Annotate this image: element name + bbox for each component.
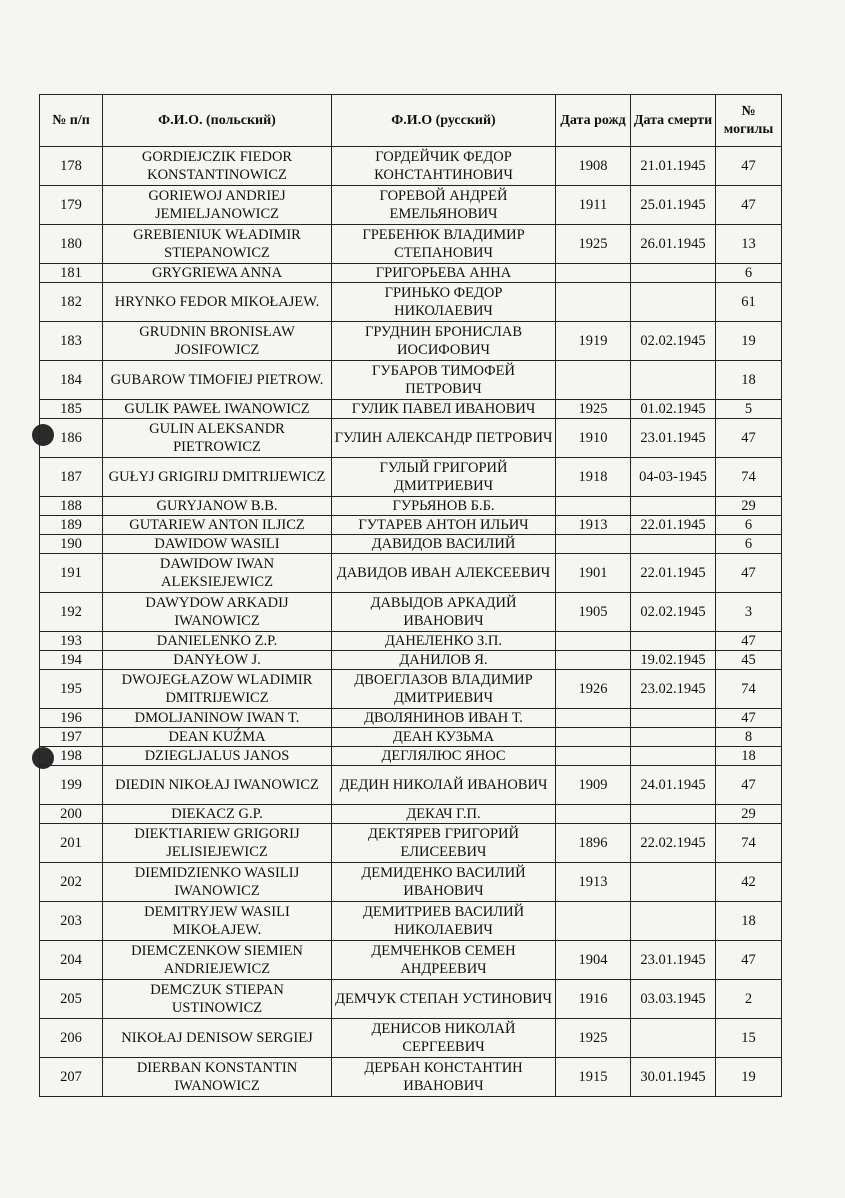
cell-grave-number: 47	[716, 766, 782, 805]
cell-name-polish: GORIEWOJ ANDRIEJ JEMIELJANOWICZ	[103, 186, 332, 225]
cell-name-polish: DIERBAN KONSTANTIN IWANOWICZ	[103, 1058, 332, 1097]
cell-birth-date	[556, 747, 631, 766]
header-death-date: Дата смерти	[631, 95, 716, 147]
cell-name-polish: DIEMIDZIENKO WASILIJ IWANOWICZ	[103, 863, 332, 902]
cell-death-date: 19.02.1945	[631, 651, 716, 670]
cell-birth-date: 1925	[556, 1019, 631, 1058]
cell-death-date: 04-03-1945	[631, 458, 716, 497]
table-row	[40, 766, 782, 805]
table-row	[40, 361, 782, 400]
cell-name-polish: DAWIDOW IWAN ALEKSIEJEWICZ	[103, 554, 332, 593]
cell-birth-date: 1925	[556, 225, 631, 264]
cell-number: 200	[40, 805, 103, 824]
table-row	[40, 535, 782, 554]
cell-grave-number: 13	[716, 225, 782, 264]
cell-name-polish: GURYJANOW B.B.	[103, 497, 332, 516]
cell-name-russian: ДЕМИДЕНКО ВАСИЛИЙ ИВАНОВИЧ	[332, 863, 556, 902]
cell-death-date	[631, 264, 716, 283]
cell-grave-number: 5	[716, 400, 782, 419]
table-row	[40, 805, 782, 824]
cell-grave-number: 47	[716, 186, 782, 225]
cell-name-russian: ДАНИЛОВ Я.	[332, 651, 556, 670]
table-row	[40, 941, 782, 980]
cell-birth-date	[556, 535, 631, 554]
cell-death-date: 03.03.1945	[631, 980, 716, 1019]
cell-name-polish: GRYGRIEWA ANNA	[103, 264, 332, 283]
cell-name-russian: ДЕАН КУЗЬМА	[332, 728, 556, 747]
cell-grave-number: 45	[716, 651, 782, 670]
cell-grave-number: 15	[716, 1019, 782, 1058]
table-row	[40, 593, 782, 632]
cell-grave-number: 19	[716, 322, 782, 361]
cell-name-polish: GUBAROW TIMOFIEJ PIETROW.	[103, 361, 332, 400]
table-row	[40, 264, 782, 283]
cell-birth-date	[556, 632, 631, 651]
cell-name-russian: ГУЛИК ПАВЕЛ ИВАНОВИЧ	[332, 400, 556, 419]
cell-number: 188	[40, 497, 103, 516]
cell-birth-date	[556, 902, 631, 941]
cell-name-polish: GUTARIEW ANTON ILJICZ	[103, 516, 332, 535]
cell-number: 207	[40, 1058, 103, 1097]
cell-number: 183	[40, 322, 103, 361]
cell-death-date	[631, 709, 716, 728]
cell-name-polish: GRUDNIN BRONISŁAW JOSIFOWICZ	[103, 322, 332, 361]
cell-birth-date	[556, 283, 631, 322]
cell-birth-date	[556, 497, 631, 516]
cell-birth-date: 1918	[556, 458, 631, 497]
cell-grave-number: 74	[716, 670, 782, 709]
cell-name-polish: DAWYDOW ARKADIJ IWANOWICZ	[103, 593, 332, 632]
cell-number: 197	[40, 728, 103, 747]
cell-grave-number: 2	[716, 980, 782, 1019]
cell-death-date: 02.02.1945	[631, 322, 716, 361]
cell-number: 186	[40, 419, 103, 458]
cell-name-russian: ДЕМИТРИЕВ ВАСИЛИЙ НИКОЛАЕВИЧ	[332, 902, 556, 941]
cell-name-polish: DIEKTIARIEW GRIGORIJ JELISIEJEWICZ	[103, 824, 332, 863]
cell-death-date: 22.01.1945	[631, 554, 716, 593]
cell-name-polish: GREBIENIUK WŁADIMIR STIEPANOWICZ	[103, 225, 332, 264]
cell-death-date: 22.01.1945	[631, 516, 716, 535]
table-row	[40, 632, 782, 651]
cell-grave-number: 29	[716, 805, 782, 824]
cell-death-date	[631, 361, 716, 400]
table-row	[40, 670, 782, 709]
cell-name-polish: DIEMCZENKOW SIEMIEN ANDRIEJEWICZ	[103, 941, 332, 980]
table-row	[40, 709, 782, 728]
cell-death-date	[631, 902, 716, 941]
cell-grave-number: 61	[716, 283, 782, 322]
table-row	[40, 980, 782, 1019]
cell-name-polish: DIEKACZ G.P.	[103, 805, 332, 824]
table-row	[40, 147, 782, 186]
cell-number: 190	[40, 535, 103, 554]
cell-death-date: 01.02.1945	[631, 400, 716, 419]
cell-birth-date: 1896	[556, 824, 631, 863]
header-number: № п/п	[40, 95, 103, 147]
cell-grave-number: 74	[716, 824, 782, 863]
cell-death-date: 23.01.1945	[631, 941, 716, 980]
cell-birth-date: 1925	[556, 400, 631, 419]
cell-number: 203	[40, 902, 103, 941]
table-row	[40, 747, 782, 766]
cell-name-russian: ДЕМЧЕНКОВ СЕМЕН АНДРЕЕВИЧ	[332, 941, 556, 980]
cell-birth-date: 1909	[556, 766, 631, 805]
table-row	[40, 419, 782, 458]
cell-number: 185	[40, 400, 103, 419]
cell-grave-number: 42	[716, 863, 782, 902]
cell-birth-date: 1913	[556, 863, 631, 902]
cell-grave-number: 18	[716, 361, 782, 400]
cell-number: 193	[40, 632, 103, 651]
cell-grave-number: 18	[716, 747, 782, 766]
cell-grave-number: 6	[716, 264, 782, 283]
cell-number: 187	[40, 458, 103, 497]
cell-name-russian: ДАВИДОВ ИВАН АЛЕКСЕЕВИЧ	[332, 554, 556, 593]
cell-name-russian: ДЕДИН НИКОЛАЙ ИВАНОВИЧ	[332, 766, 556, 805]
cell-grave-number: 47	[716, 709, 782, 728]
cell-grave-number: 47	[716, 941, 782, 980]
table-header-row	[40, 95, 782, 147]
header-birth-date: Дата рожд	[556, 95, 631, 147]
table-row	[40, 863, 782, 902]
cell-name-russian: ГУТАРЕВ АНТОН ИЛЬИЧ	[332, 516, 556, 535]
cell-grave-number: 8	[716, 728, 782, 747]
table-row	[40, 554, 782, 593]
cell-name-russian: ДЕМЧУК СТЕПАН УСТИНОВИЧ	[332, 980, 556, 1019]
cell-death-date: 30.01.1945	[631, 1058, 716, 1097]
cell-number: 180	[40, 225, 103, 264]
cell-number: 205	[40, 980, 103, 1019]
cell-death-date	[631, 728, 716, 747]
cell-name-polish: DEMCZUK STIEPAN USTINOWICZ	[103, 980, 332, 1019]
cell-number: 192	[40, 593, 103, 632]
cell-name-russian: ГРИНЬКО ФЕДОР НИКОЛАЕВИЧ	[332, 283, 556, 322]
cell-grave-number: 19	[716, 1058, 782, 1097]
table-row	[40, 1058, 782, 1097]
cell-death-date: 23.02.1945	[631, 670, 716, 709]
cell-name-polish: DMOLJANINOW IWAN T.	[103, 709, 332, 728]
cell-name-polish: GORDIEJCZIK FIEDOR KONSTANTINOWICZ	[103, 147, 332, 186]
cell-birth-date: 1904	[556, 941, 631, 980]
cell-name-russian: ГОРДЕЙЧИК ФЕДОР КОНСТАНТИНОВИЧ	[332, 147, 556, 186]
cell-death-date: 21.01.1945	[631, 147, 716, 186]
table-row	[40, 322, 782, 361]
cell-name-russian: ГОРЕВОЙ АНДРЕЙ ЕМЕЛЬЯНОВИЧ	[332, 186, 556, 225]
table-body	[40, 147, 782, 1097]
cell-grave-number: 47	[716, 632, 782, 651]
table-row	[40, 1019, 782, 1058]
cell-death-date	[631, 535, 716, 554]
burial-registry-table	[39, 94, 782, 1097]
cell-number: 182	[40, 283, 103, 322]
cell-name-russian: ГРУДНИН БРОНИСЛАВ ИОСИФОВИЧ	[332, 322, 556, 361]
cell-name-russian: ДАВЫДОВ АРКАДИЙ ИВАНОВИЧ	[332, 593, 556, 632]
cell-death-date: 25.01.1945	[631, 186, 716, 225]
cell-name-russian: ДЕРБАН КОНСТАНТИН ИВАНОВИЧ	[332, 1058, 556, 1097]
cell-name-russian: ГРЕБЕНЮК ВЛАДИМИР СТЕПАНОВИЧ	[332, 225, 556, 264]
cell-birth-date	[556, 651, 631, 670]
cell-name-russian: ДЕКАЧ Г.П.	[332, 805, 556, 824]
cell-death-date: 23.01.1945	[631, 419, 716, 458]
cell-grave-number: 74	[716, 458, 782, 497]
cell-birth-date: 1901	[556, 554, 631, 593]
cell-grave-number: 18	[716, 902, 782, 941]
cell-birth-date: 1913	[556, 516, 631, 535]
cell-death-date: 22.02.1945	[631, 824, 716, 863]
table-row	[40, 225, 782, 264]
cell-name-russian: ГУРЬЯНОВ Б.Б.	[332, 497, 556, 516]
table-row	[40, 497, 782, 516]
cell-birth-date: 1911	[556, 186, 631, 225]
cell-death-date: 26.01.1945	[631, 225, 716, 264]
cell-grave-number: 29	[716, 497, 782, 516]
cell-grave-number: 47	[716, 419, 782, 458]
cell-name-russian: ДВОЕГЛАЗОВ ВЛАДИМИР ДМИТРИЕВИЧ	[332, 670, 556, 709]
cell-birth-date: 1926	[556, 670, 631, 709]
cell-number: 204	[40, 941, 103, 980]
table-row	[40, 902, 782, 941]
cell-name-russian: ДАНЕЛЕНКО З.П.	[332, 632, 556, 651]
cell-name-polish: NIKOŁAJ DENISOW SERGIEJ	[103, 1019, 332, 1058]
cell-name-russian: ГРИГОРЬЕВА АННА	[332, 264, 556, 283]
cell-number: 196	[40, 709, 103, 728]
cell-death-date	[631, 283, 716, 322]
cell-birth-date	[556, 361, 631, 400]
cell-number: 199	[40, 766, 103, 805]
cell-birth-date: 1908	[556, 147, 631, 186]
cell-birth-date	[556, 805, 631, 824]
cell-name-russian: ДАВИДОВ ВАСИЛИЙ	[332, 535, 556, 554]
cell-grave-number: 47	[716, 147, 782, 186]
cell-name-russian: ГУЛЫЙ ГРИГОРИЙ ДМИТРИЕВИЧ	[332, 458, 556, 497]
cell-number: 179	[40, 186, 103, 225]
cell-death-date	[631, 747, 716, 766]
cell-grave-number: 6	[716, 516, 782, 535]
cell-name-russian: ДВОЛЯНИНОВ ИВАН Т.	[332, 709, 556, 728]
cell-name-russian: ДЕНИСОВ НИКОЛАЙ СЕРГЕЕВИЧ	[332, 1019, 556, 1058]
cell-death-date	[631, 805, 716, 824]
cell-name-polish: DWOJEGŁAZOW WLADIMIR DMITRIJEWICZ	[103, 670, 332, 709]
table-row	[40, 458, 782, 497]
cell-name-russian: ДЕКТЯРЕВ ГРИГОРИЙ ЕЛИСЕЕВИЧ	[332, 824, 556, 863]
table-row	[40, 824, 782, 863]
cell-birth-date: 1910	[556, 419, 631, 458]
cell-name-polish: DANIELENKO Z.P.	[103, 632, 332, 651]
cell-birth-date: 1916	[556, 980, 631, 1019]
table-row	[40, 400, 782, 419]
cell-number: 184	[40, 361, 103, 400]
cell-birth-date	[556, 728, 631, 747]
table-row	[40, 728, 782, 747]
header-name-russian: Ф.И.О (русский)	[332, 95, 556, 147]
cell-number: 198	[40, 747, 103, 766]
cell-name-polish: DAWIDOW WASILI	[103, 535, 332, 554]
cell-death-date	[631, 632, 716, 651]
cell-birth-date: 1905	[556, 593, 631, 632]
cell-name-polish: DIEDIN NIKOŁAJ IWANOWICZ	[103, 766, 332, 805]
table-row	[40, 283, 782, 322]
cell-number: 195	[40, 670, 103, 709]
cell-name-polish: HRYNKO FEDOR MIKOŁAJEW.	[103, 283, 332, 322]
cell-death-date	[631, 863, 716, 902]
cell-death-date: 02.02.1945	[631, 593, 716, 632]
cell-name-polish: GUŁYJ GRIGIRIJ DMITRIJEWICZ	[103, 458, 332, 497]
table-row	[40, 651, 782, 670]
table-row	[40, 516, 782, 535]
cell-name-polish: DZIEGLJALUS JANOS	[103, 747, 332, 766]
cell-number: 189	[40, 516, 103, 535]
table-row	[40, 186, 782, 225]
cell-number: 202	[40, 863, 103, 902]
cell-name-russian: ГУЛИН АЛЕКСАНДР ПЕТРОВИЧ	[332, 419, 556, 458]
cell-number: 178	[40, 147, 103, 186]
cell-birth-date	[556, 264, 631, 283]
cell-name-polish: GULIK PAWEŁ IWANOWICZ	[103, 400, 332, 419]
cell-death-date	[631, 497, 716, 516]
cell-death-date	[631, 1019, 716, 1058]
cell-birth-date	[556, 709, 631, 728]
cell-name-polish: DANYŁOW J.	[103, 651, 332, 670]
cell-number: 201	[40, 824, 103, 863]
cell-birth-date: 1915	[556, 1058, 631, 1097]
cell-number: 191	[40, 554, 103, 593]
cell-name-polish: GULIN ALEKSANDR PIETROWICZ	[103, 419, 332, 458]
cell-death-date: 24.01.1945	[631, 766, 716, 805]
cell-name-polish: DEMITRYJEW WASILI MIKOŁAJEW.	[103, 902, 332, 941]
cell-number: 181	[40, 264, 103, 283]
cell-number: 206	[40, 1019, 103, 1058]
header-grave-number: № могилы	[716, 95, 782, 147]
header-name-polish: Ф.И.О. (польский)	[103, 95, 332, 147]
cell-grave-number: 47	[716, 554, 782, 593]
cell-number: 194	[40, 651, 103, 670]
cell-birth-date: 1919	[556, 322, 631, 361]
cell-grave-number: 6	[716, 535, 782, 554]
cell-grave-number: 3	[716, 593, 782, 632]
cell-name-polish: DEAN KUŹMA	[103, 728, 332, 747]
cell-name-russian: ДЕГЛЯЛЮС ЯНОС	[332, 747, 556, 766]
cell-name-russian: ГУБАРОВ ТИМОФЕЙ ПЕТРОВИЧ	[332, 361, 556, 400]
